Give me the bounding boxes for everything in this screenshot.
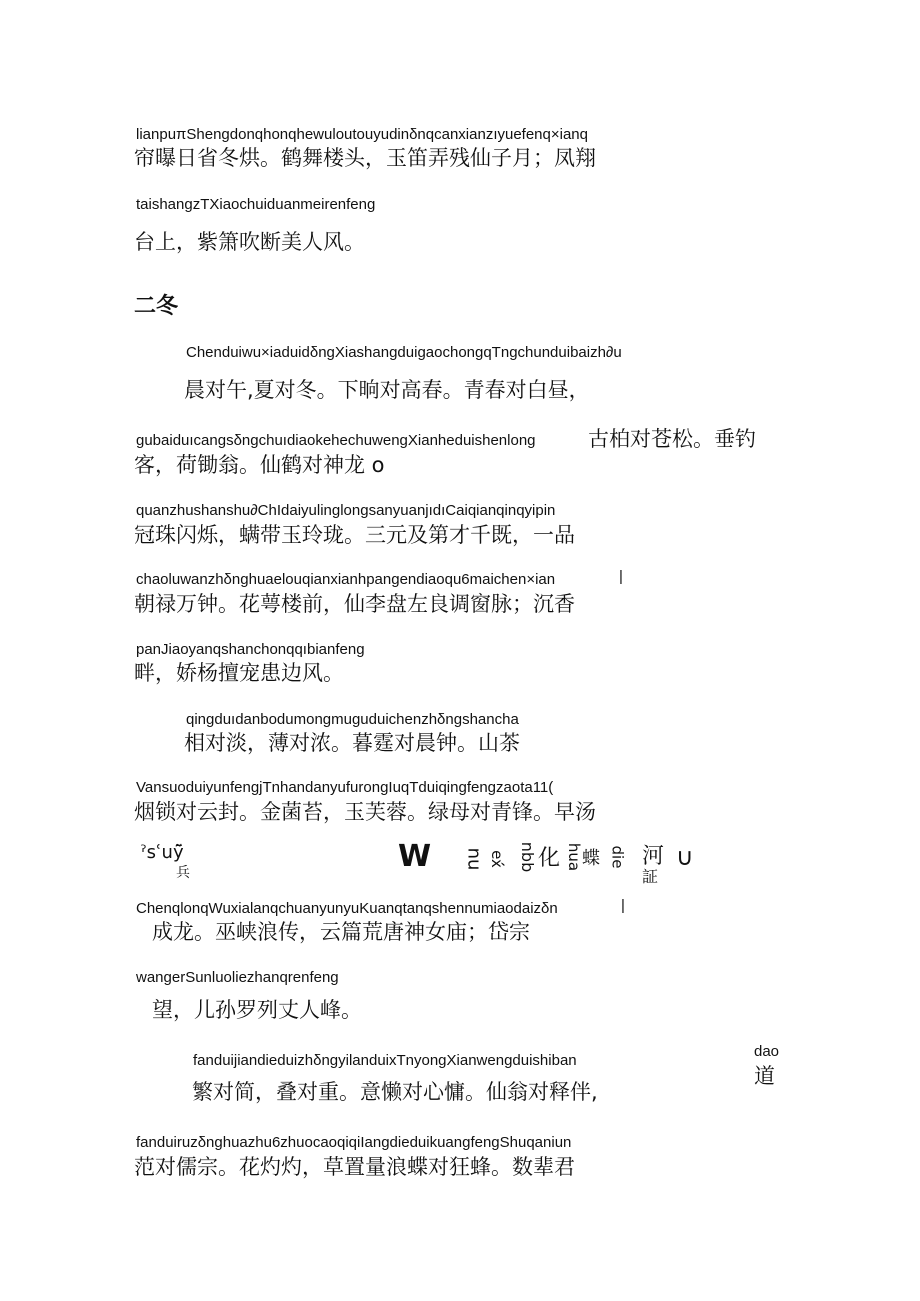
pinyin-line-2: taishangzTXiaochuiduanmeirenfeng: [136, 196, 376, 213]
pinyin-line-9: VansuoduiyunfengjTnhandanyufurongIuqTduiqingfengzaota11(: [136, 779, 554, 796]
pinyin-line-10: ChenqlonqWuxialanqchuanyunyuKuanqtanqshennumiaodaizδn: [136, 900, 558, 917]
hanzi-line-4: 客，荷锄翁。仙鹤对神龙 o: [134, 453, 385, 477]
pinyin-line-3: Chenduiwu×iaduidδngXiashangduigaochongqTngchunduibaizh∂u: [186, 344, 622, 361]
hanzi-line-1: 帘曝日省冬烘。鹤舞楼头，玉笛弄残仙子月；凤翔: [134, 146, 596, 170]
garbled-rotated-4: nu: [463, 847, 485, 871]
side-pinyin: dao: [754, 1043, 780, 1060]
pinyin-line-1: lianpuπShengdonqhonqhewuloutouyudinδnqcanxianzıyuefenq×ianq: [136, 126, 588, 143]
marker-bar-2: |: [621, 897, 625, 914]
garbled-fragment-13: ∪: [676, 843, 694, 871]
hanzi-line-7: 畔，娇杨擅宠患边风。: [134, 661, 344, 685]
hanzi-line-11: 望，儿孙罗列丈人峰。: [152, 998, 362, 1022]
garbled-fragment-9: 蝶: [582, 848, 600, 869]
garbled-fragment-12: 証: [642, 867, 659, 886]
hanzi-line-13: 范对儒宗。花灼灼，草置量浪蝶对狂蜂。数辈君: [134, 1155, 575, 1179]
pinyin-line-12: fanduijiandieduizhδngyilanduixTnyongXianwengduishiban: [193, 1052, 577, 1069]
marker-bar-1: |: [619, 568, 623, 585]
hanzi-line-9: 烟锁对云封。金菌苔，玉芙蓉。绿母对青锋。早汤: [134, 800, 596, 824]
garbled-rotated-8: hua: [565, 842, 584, 872]
hanzi-line-5: 冠珠闪烁，螨带玉玲珑。三元及第才千既，一品: [134, 523, 575, 547]
hanzi-line-4-inline: 古柏对苍松。垂钓: [588, 427, 756, 451]
hanzi-line-6: 朝禄万钟。花萼楼前，仙李盘左良调窗脉；沉香: [134, 592, 575, 616]
hanzi-line-3: 晨对午,夏对冬。下晌对高春。青春对白昼，: [184, 378, 590, 402]
garbled-fragment-3: W: [398, 839, 432, 874]
hanzi-line-2: 台上，紫箫吹断美人风。: [134, 230, 365, 254]
pinyin-line-5: quanzhushanshu∂ChIdaiyulinglongsanyuanjıdıCaiqianqinqyipin: [136, 502, 556, 519]
hanzi-line-10: 成龙。巫峡浪传，云篇荒唐神女庙；岱宗: [152, 920, 530, 944]
pinyin-line-7: panJiaoyanqshanchonqqıbianfeng: [136, 641, 365, 658]
garbled-fragment-11: 河: [642, 844, 665, 869]
pinyin-line-6: chaoluwanzhδnghuaelouqianxianhpangendiaoqu6maichen×ian: [136, 571, 556, 588]
pinyin-line-11: wangerSunluoliezhanqrenfeng: [136, 969, 339, 986]
hanzi-line-8: 相对淡，薄对浓。暮霆对晨钟。山茶: [184, 731, 520, 755]
hanzi-line-12: 繁对简，叠对重。意懒对心慵。仙翁对释伴,: [192, 1080, 598, 1104]
garbled-fragment-1: ˀsʿuỹ̄: [140, 842, 184, 863]
garbled-rotated-6: nbb: [518, 841, 538, 873]
garbled-fragment-7: 化: [538, 846, 561, 871]
garbled-fragment-2: 兵: [176, 865, 190, 881]
garbled-fragment-5: [488, 848, 506, 870]
pinyin-line-4: gubaiduıcangsδngchuıdiaokehechuwengXianheduishenlong: [136, 432, 536, 449]
pinyin-line-13: fanduiruzδnghuazhu6zhuocaoqiqiIangdieduikuangfengShuqaniun: [136, 1134, 572, 1151]
garbled-fragment-10: [606, 846, 629, 868]
side-hanzi: 道: [754, 1064, 775, 1088]
garbled-fragment-4: [462, 848, 485, 870]
pinyin-line-8: qingduıdanbodumongmuguduichenzhδngshancha: [186, 711, 519, 728]
garbled-rotated-5: ex́́: [487, 850, 506, 868]
section-heading: 二冬: [134, 294, 179, 319]
garbled-rotated-10: die: [608, 845, 627, 869]
